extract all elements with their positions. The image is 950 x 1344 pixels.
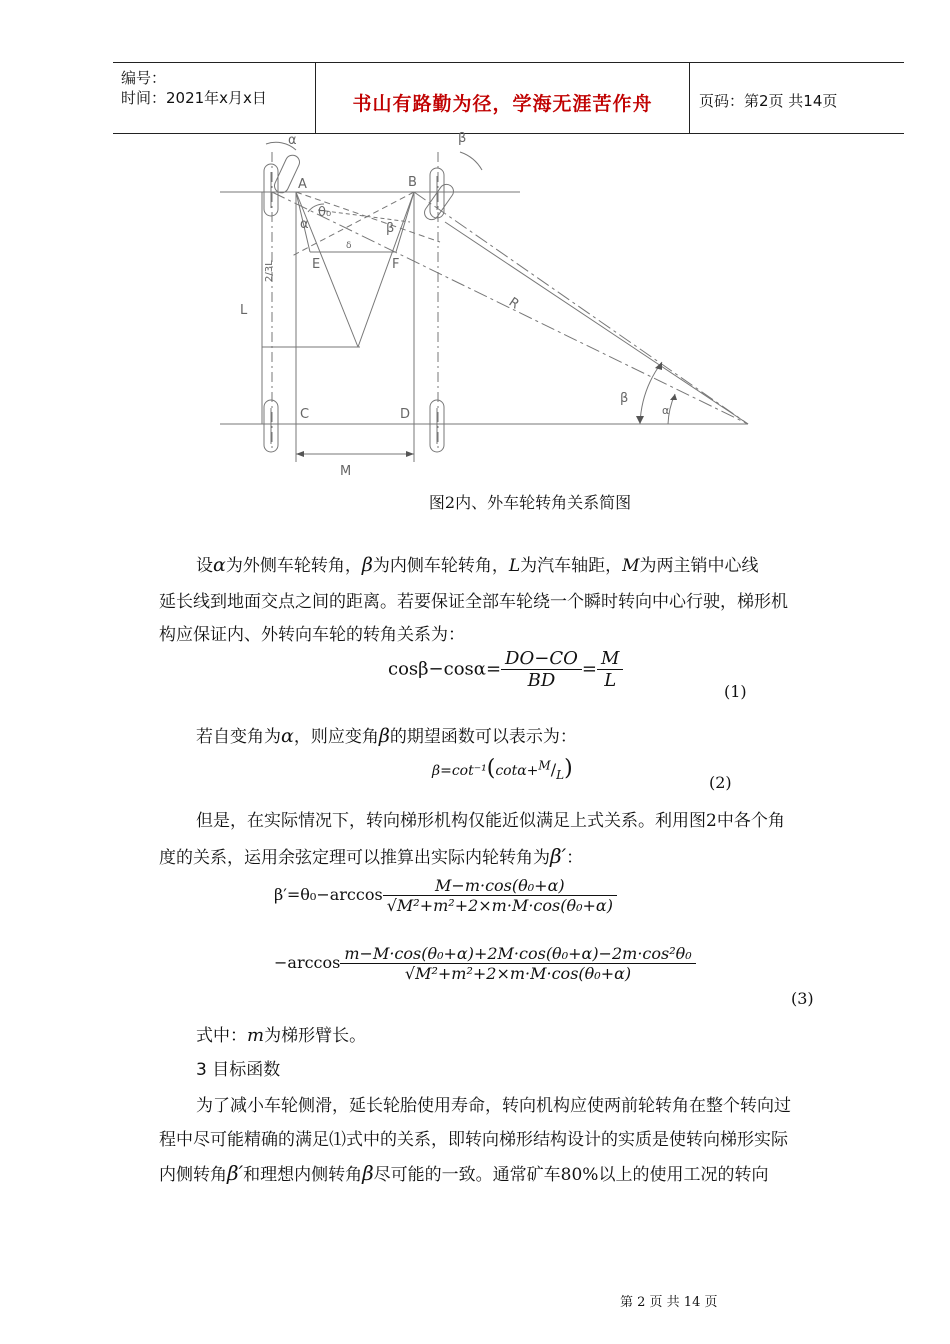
math-symbol: L [508, 556, 521, 576]
label-two-thirds-l: 2/3L [264, 260, 275, 282]
arrowhead [296, 451, 304, 457]
label-point-c: C [300, 407, 310, 422]
paragraph-line: 设α为外侧车轮转角，β为内侧车轮转角，L为汽车轴距，M为两主销中心线 [196, 554, 759, 576]
equation-number: (2) [709, 773, 732, 792]
page-footer: 第 2 页 共 14 页 [620, 1295, 718, 1310]
label-point-d: D [400, 407, 411, 422]
math-symbol: β [361, 554, 373, 576]
header-page-number: 页码：第2页 共14页 [699, 92, 838, 110]
paragraph-line: 内侧转角β′和理想内侧转角β尽可能的一致。通常矿车80%以上的使用工况的转向 [159, 1161, 769, 1185]
label-beta-inner: β [386, 221, 395, 236]
trapezoid-arm-right [396, 192, 414, 252]
beta-top-arc [460, 152, 482, 170]
label-point-b: B [408, 175, 417, 190]
steering-geometry-diagram [200, 132, 760, 484]
label-point-f: F [392, 257, 400, 272]
arrowhead [406, 451, 414, 457]
equation-number: (3) [791, 989, 814, 1008]
paragraph-line: 程中尽可能精确的满足⑴式中的关系，即转向梯形结构设计的实质是使转向梯形实际 [159, 1130, 788, 1150]
paragraph-line: 构应保证内、外转向车轮的转角关系为： [159, 625, 465, 645]
document-number-label: 编号： [121, 69, 167, 87]
label-beta-top: β [458, 132, 467, 146]
figure-caption: 图2内、外车轮转角关系简图 [428, 493, 632, 512]
math-symbol: α [213, 554, 226, 576]
document-time-label: 时间：2021年x月x日 [121, 89, 267, 107]
label-point-a: A [298, 177, 307, 192]
paragraph-line: 延长线到地面交点之间的距离。若要保证全部车轮绕一个瞬时转向中心行驶，梯形机 [159, 592, 788, 612]
label-alpha-top: α [288, 133, 297, 148]
equation-2: β=cot⁻¹(cotα+M/L) [432, 756, 573, 782]
page-header [113, 62, 904, 134]
label-wheelbase: L [240, 303, 248, 318]
math-symbol: M [622, 556, 640, 576]
bf-line [358, 192, 414, 347]
equation-3-line-1: β′=θ₀−arccos $\frac{\text{M−m·cos(θ₀+α)}}{\text{√M²+m²+2×m·M·cos(θ₀+α)}}$ [274, 876, 617, 915]
label-beta-center: β [620, 391, 629, 406]
paragraph-line: 式中：m为梯形臂长。 [196, 1025, 367, 1046]
label-radius: R [505, 294, 522, 313]
paragraph-line: 若自变角为α，则应变角β的期望函数可以表示为： [196, 725, 577, 747]
label-theta0: θ₀ [318, 205, 332, 220]
beta-angle-arc [640, 362, 662, 424]
header-motto: 书山有路勤为径，学海无涯苦作舟 [352, 93, 653, 115]
paragraph-line: 度的关系，运用余弦定理可以推算出实际内轮转角为β′： [159, 844, 584, 868]
label-delta: δ [346, 241, 352, 251]
label-point-e: E [312, 257, 321, 272]
label-alpha-center: α [662, 404, 670, 417]
front-right-wheel-turned [422, 182, 456, 223]
paragraph-line: 但是，在实际情况下，转向梯形机构仅能近似满足上式关系。利用图2中各个角 [196, 811, 785, 831]
equation-3-line-2: −arccos $\frac{\text{m−M·cos(θ₀+α)+2M·cos(θ₀+α)−2m·cos²θ₀}}{\text{√M²+m²+2×m·M·cos(θ₀+α)}}$ [274, 944, 696, 983]
label-kingpin-distance: M [340, 464, 352, 479]
inner-wheel-ray [445, 222, 748, 424]
label-alpha-inner: α [300, 217, 309, 232]
paragraph-line: 为了减小车轮侧滑，延长轮胎使用寿命，转向机构应使两前轮转角在整个转向过 [196, 1096, 791, 1116]
arrowhead [670, 394, 677, 400]
equation-number: (1) [724, 682, 747, 701]
header-divider [689, 63, 690, 133]
section-heading: 3 目标函数 [196, 1060, 281, 1080]
equation-1: cosβ−cosα= $\frac{DO-CO}{BD}$ = $\frac{M}{L}$ [388, 648, 623, 691]
arrowhead [636, 416, 644, 424]
turning-radius-line [414, 192, 748, 424]
